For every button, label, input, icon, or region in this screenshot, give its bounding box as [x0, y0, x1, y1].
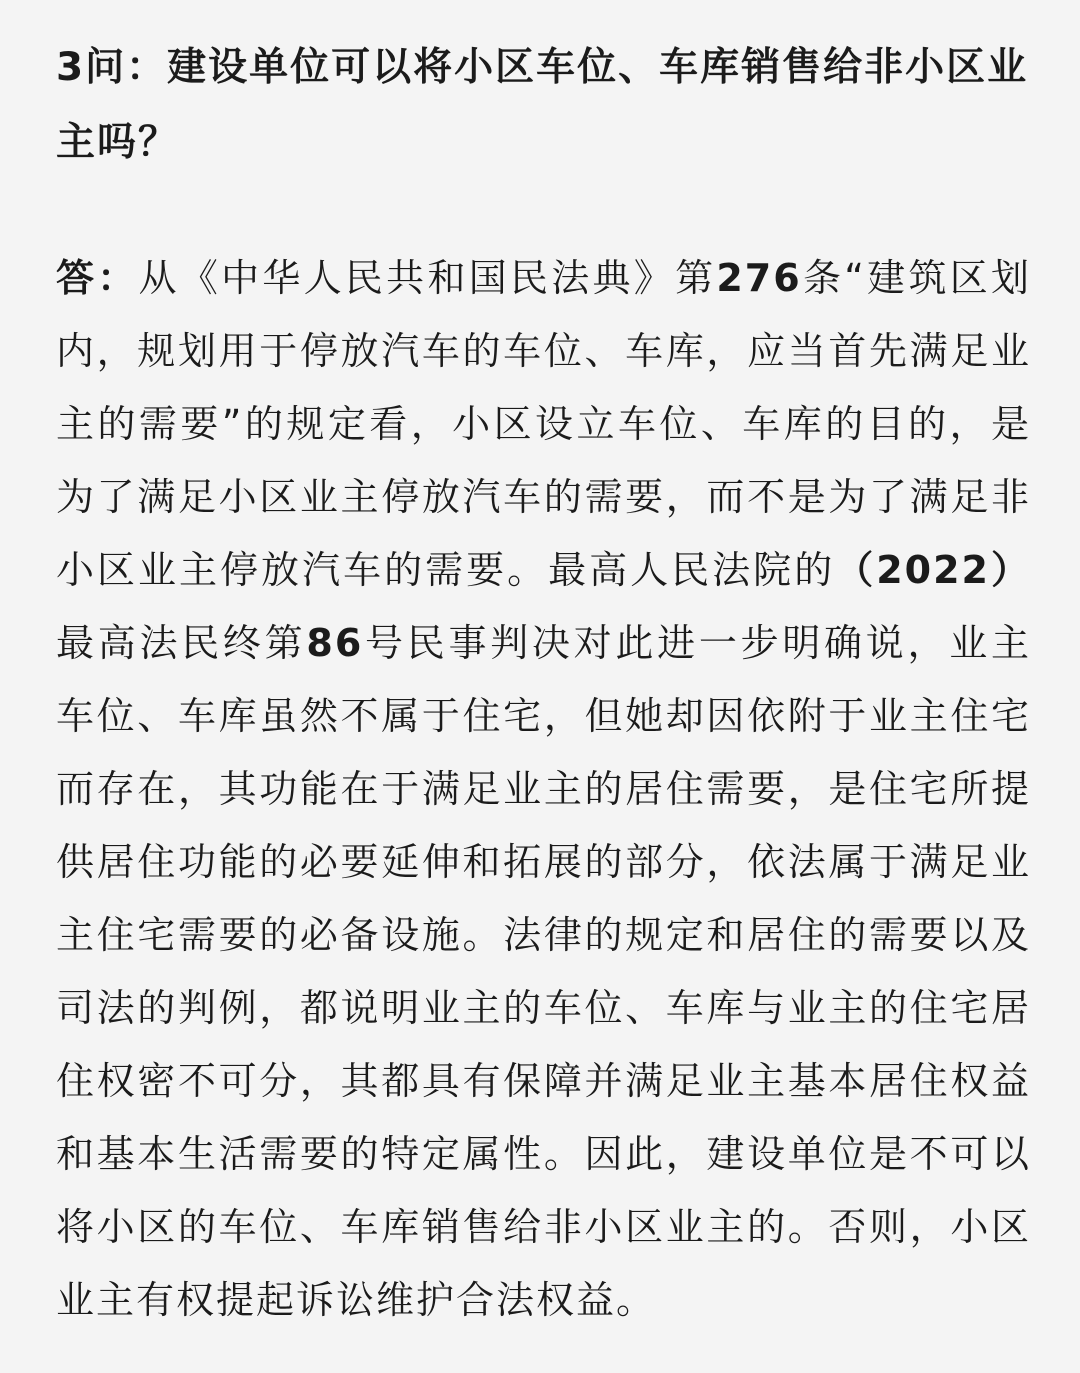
answer-text-part-2: 条“建筑区划内，规划用于停放汽车的车位、车库，应当首先满足业主的需要”的规定看，小区设立车位、车库的目的，是为了满足小区业主停放汽车的需要，而不是为了满足非小区业主停放汽车的需要。最高人民法院的 — [56, 256, 1031, 592]
answer-label: 答： — [56, 256, 139, 300]
article-number: 276 — [716, 256, 802, 300]
answer-text-part-3: 最高法民终第 — [56, 621, 307, 665]
question-heading: 3问：建设单位可以将小区车位、车库销售给非小区业主吗？ — [56, 45, 1029, 165]
answer-text-part-4: 号民事判决对此进一步明确说，业主车位、车库虽然不属于住宅，但她却因依附于业主住宅而存在，其功能在于满足业主的居住需要，是住宅所提供居住功能的必要延伸和拓展的部分，依法属于满足业主住宅需要的必备设施。法律的规定和居住的需要以及司法的判例，都说明业主的车位、车库与业主的住宅居住权密不可分，其都具有保障并满足业主基本居住权益和基本生活需要的特定属性。因此，建设单位是不可以将小区的车位、车库销售给非小区业主的。否则，小区业主有权提起诉讼维护合法权益。 — [56, 621, 1031, 1322]
answer-paragraph — [56, 242, 1031, 1337]
case-number: 86 — [306, 621, 364, 665]
answer-text-part-1: 从《中华人民共和国民法典》第 — [138, 256, 717, 300]
case-year: （2022） — [835, 548, 1031, 592]
